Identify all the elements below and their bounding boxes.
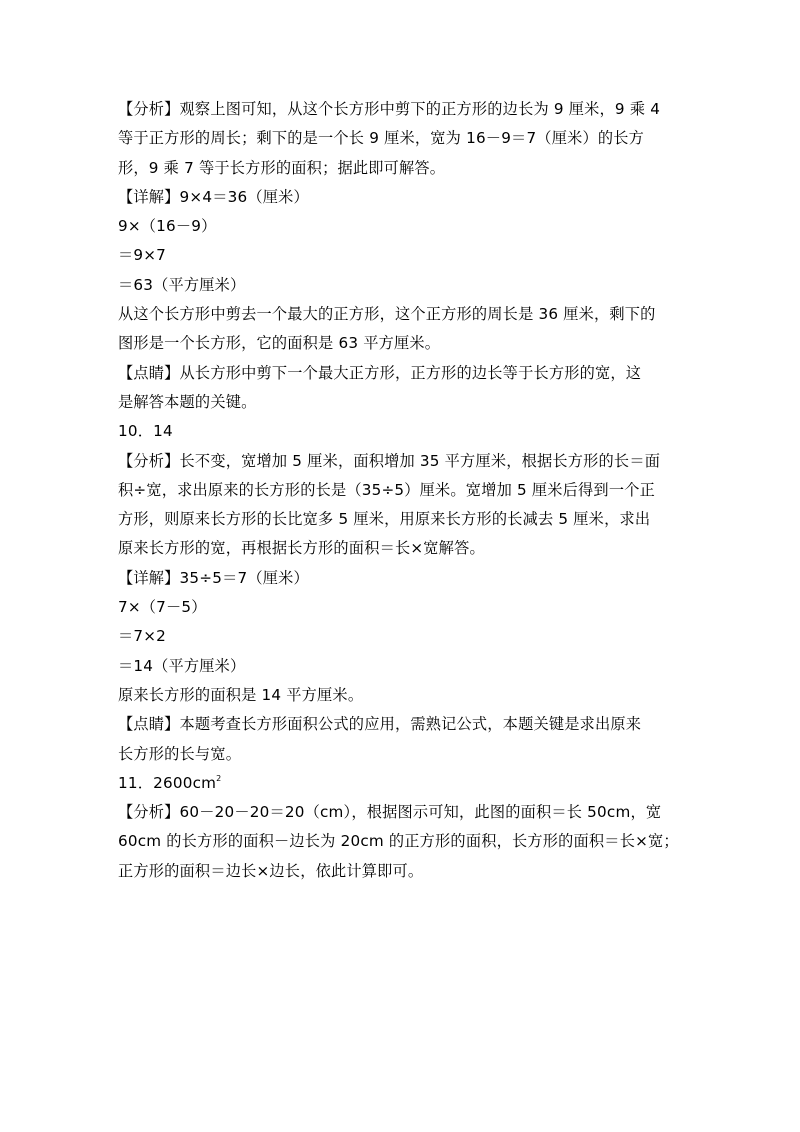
text-line: ＝9×7	[118, 246, 167, 265]
text-line: 积÷宽，求出原来的长方形的长是（35÷5）厘米。宽增加 5 厘米后得到一个正	[118, 480, 655, 499]
text-line: 【详解】35÷5＝7（厘米）	[118, 568, 309, 587]
text-line: 原来长方形的宽，再根据长方形的面积＝长×宽解答。	[118, 539, 485, 558]
text-line: 【分析】60－20－20＝20（cm），根据图示可知，此图的面积＝长 50cm，宽	[118, 803, 662, 822]
question-number-10: 10．14	[118, 422, 173, 441]
text-line: ＝63（平方厘米）	[118, 275, 246, 294]
text-line: 【分析】长不变，宽增加 5 厘米，面积增加 35 平方厘米，根据长方形的长＝面	[118, 451, 661, 470]
solution-text	[118, 95, 678, 886]
answer-11-exponent: 2	[216, 773, 222, 783]
text-line: 【点睛】从长方形中剪下一个最大正方形，正方形的边长等于长方形的宽，这	[118, 363, 642, 382]
text-line: 方形，则原来长方形的长比宽多 5 厘米，用原来长方形的长减去 5 厘米，求出	[118, 510, 651, 529]
text-line: 【分析】观察上图可知，从这个长方形中剪下的正方形的边长为 9 厘米，9 乘 4	[118, 100, 661, 118]
text-line: 9×（16－9）	[118, 217, 217, 236]
text-line: 【点睛】本题考查长方形面积公式的应用，需熟记公式，本题关键是求出原来	[118, 715, 642, 734]
text-line: 是解答本题的关键。	[118, 392, 257, 411]
text-line: 7×（7－5）	[118, 598, 207, 617]
text-line: ＝7×2	[118, 627, 167, 646]
text-line: 图形是一个长方形，它的面积是 63 平方厘米。	[118, 334, 441, 353]
question-number-11	[118, 769, 678, 798]
answer-11-value: 11．2600cm	[118, 773, 217, 792]
text-line: 60cm 的长方形的面积－边长为 20cm 的正方形的面积，长方形的面积＝长×宽；	[118, 832, 679, 851]
text-line: 原来长方形的面积是 14 平方厘米。	[118, 685, 364, 704]
text-line: 正方形的面积＝边长×边长，依此计算即可。	[118, 861, 424, 880]
text-line: ＝14（平方厘米）	[118, 656, 246, 675]
text-line: 长方形的长与宽。	[118, 744, 242, 763]
text-line: 从这个长方形中剪去一个最大的正方形，这个正方形的周长是 36 厘米，剩下的	[118, 305, 656, 324]
text-line: 【详解】9×4＝36（厘米）	[118, 187, 309, 206]
text-line: 形，9 乘 7 等于长方形的面积；据此即可解答。	[118, 158, 446, 177]
text-line: 等于正方形的周长；剩下的是一个长 9 厘米，宽为 16－9＝7（厘米）的长方	[118, 129, 645, 148]
